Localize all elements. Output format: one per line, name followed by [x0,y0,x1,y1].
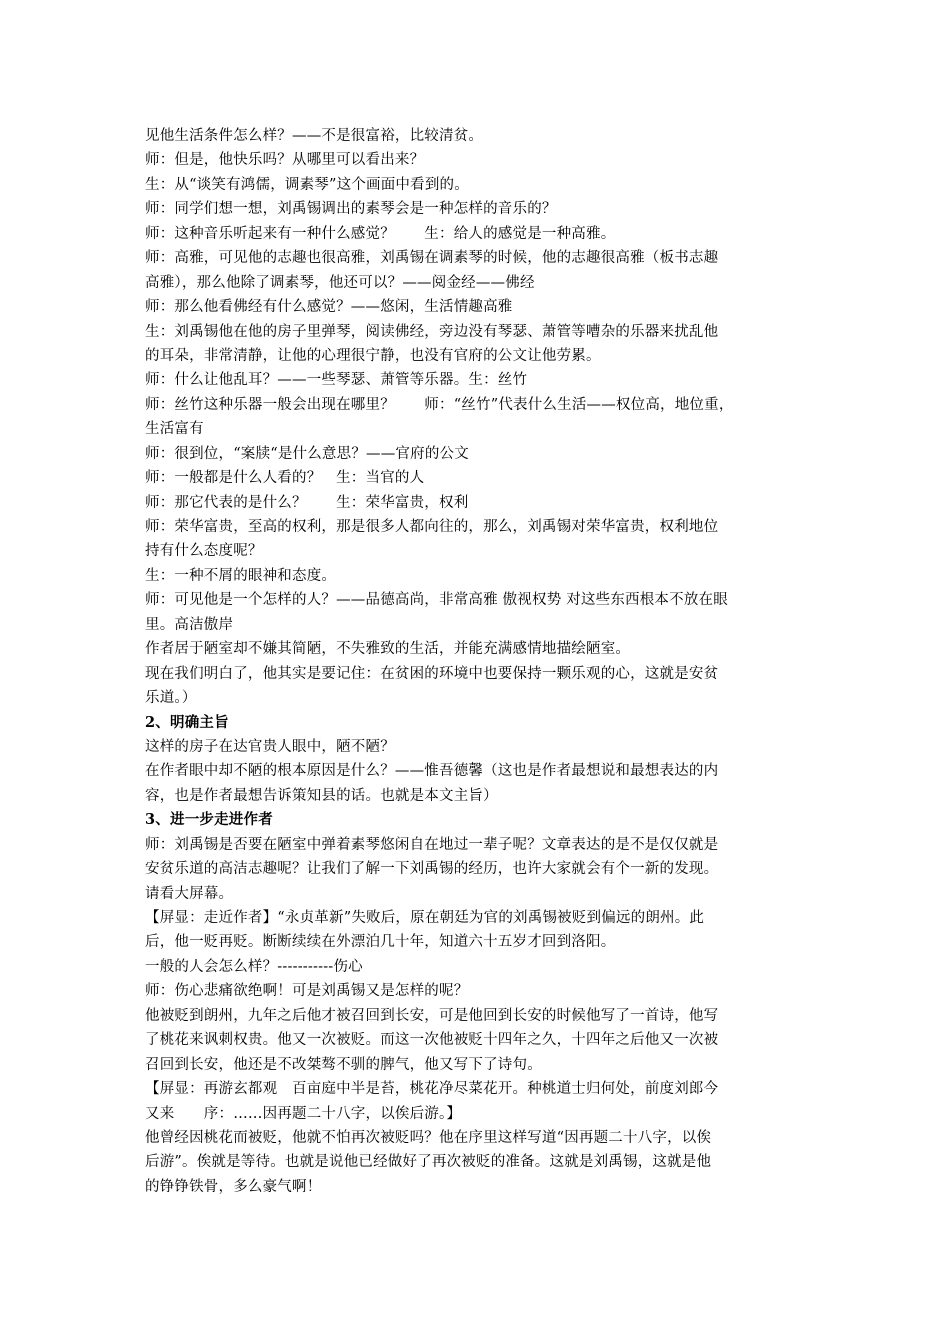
text-line: 师：刘禹锡是否要在陋室中弹着素琴悠闲自在地过一辈子呢？文章表达的是不是仅仅就是 [145,836,719,853]
text-line: 生活富有 [145,421,204,438]
text-line: 后，他一贬再贬。断断续续在外漂泊几十年，知道六十五岁才回到洛阳。 [145,934,616,951]
text-line: 师：很到位，“案牍“是什么意思？——官府的公文 [145,445,469,462]
text-line: 持有什么态度呢？ [145,543,263,560]
text-line: 师：可见他是一个怎样的人？——品德高尚，非常高雅 傲视权势 对这些东西根本不放在眼 [145,592,728,609]
text-line: 的耳朵，非常清静，让他的心理很宁静，也没有官府的公文让他劳累。 [145,347,601,364]
text-line: 师：丝竹这种乐器一般会出现在哪里？ 师：“丝竹”代表什么生活——权位高，地位重， [145,396,734,413]
text-line: 师：荣华富贵，至高的权利，那是很多人都向往的，那么，刘禹锡对荣华富贵，权利地位 [145,519,719,535]
text-line: 师：伤心悲痛欲绝啊！可是刘禹锡又是怎样的呢？ [145,983,469,1000]
text-line: 师：高雅，可见他的志趣也很高雅，刘禹锡在调素琴的时候，他的志趣很高雅（板书志趣 [145,250,719,267]
text-line: 师：一般都是什么人看的？ 生：当官的人 [145,470,425,487]
text-line: 作者居于陋室却不嫌其简陋，不失雅致的生活，并能充满感情地描绘陋室。 [145,641,631,658]
text-line: 又来 序：……因再题二十八字，以俟后游。】 [145,1105,462,1122]
text-line: 了桃花来讽刺权贵。他又一次被贬。而这一次他被贬十四年之久，十四年之后他又一次被 [145,1032,719,1049]
text-line: 后游”。俟就是等待。也就是说他已经做好了再次被贬的准备。这就是刘禹锡，这就是他 [145,1154,712,1171]
text-line: 生：刘禹锡他在他的房子里弹琴，阅读佛经，旁边没有琴瑟、萧管等嘈杂的乐器来扰乱他 [145,323,719,340]
text-line: 生：从“谈笑有鸿儒，调素琴”这个画面中看到的。 [145,176,469,193]
text-line: 安贫乐道的高洁志趣呢？让我们了解一下刘禹锡的经历，也许大家就会有个一新的发现。 [145,861,719,878]
text-line: 这样的房子在达官贵人眼中，陋不陋？ [145,738,395,755]
text-line: 容，也是作者最想告诉策知县的话。也就是本文主旨） [145,787,498,804]
text-line: 的铮铮铁骨，多么豪气啊！ [145,1178,322,1195]
text-line: 请看大屏幕。 [145,885,234,902]
text-line: 见他生活条件怎么样？——不是很富裕，比较清贫。 [145,128,484,144]
text-line: 高雅），那么他除了调素琴，他还可以？——阅金经——佛经 [145,274,535,291]
text-line: 【屏显：走近作者】“永贞革新”失败后，原在朝廷为官的刘禹锡被贬到偏远的朗州。此 [145,910,705,926]
text-line: 【屏显：再游玄都观 百亩庭中半是苔，桃花净尽菜花开。种桃道士归何处，前度刘郎今 [145,1081,719,1098]
text-line: 乐道。） [145,690,197,707]
text-line: 在作者眼中却不陋的根本原因是什么？——惟吾德馨（这也是作者最想说和最想表达的内 [145,763,719,780]
document-body [145,124,817,1199]
text-line: 现在我们明白了，他其实是要记住：在贫困的环境中也要保持一颗乐观的心，这就是安贫 [145,665,719,682]
text-line: 他被贬到朗州，九年之后他才被召回到长安，可是他回到长安的时候他写了一首诗，他写 [145,1007,719,1024]
text-line: 师：但是，他快乐吗？从哪里可以看出来？ [145,152,425,169]
text-line: 师：那它代表的是什么？ 生：荣华富贵，权利 [145,494,469,511]
text-line: 召回到长安，他还是不改桀骜不驯的脾气，他又写下了诗句。 [145,1056,542,1073]
section-heading: 3、进一步走进作者 [145,811,273,829]
text-line: 师：这种音乐听起来有一种什么感觉？ 生：给人的感觉是一种高雅。 [145,225,616,242]
section-heading: 2、明确主旨 [145,713,229,731]
text-line: 师：什么让他乱耳？——一些琴瑟、萧管等乐器。生：丝竹 [145,372,528,389]
text-line: 生：一种不屑的眼神和态度。 [145,567,337,584]
text-line: 里。高洁傲岸 [145,616,234,633]
text-line: 他曾经因桃花而被贬，他就不怕再次被贬吗？他在序里这样写道“因再题二十八字，以俟 [145,1129,712,1146]
text-line: 师：同学们想一想，刘禹锡调出的素琴会是一种怎样的音乐的？ [145,201,557,218]
text-line: 一般的人会怎么样？-----------伤心 [145,958,363,975]
text-line: 师：那么他看佛经有什么感觉？——悠闲，生活情趣高雅 [145,299,513,316]
